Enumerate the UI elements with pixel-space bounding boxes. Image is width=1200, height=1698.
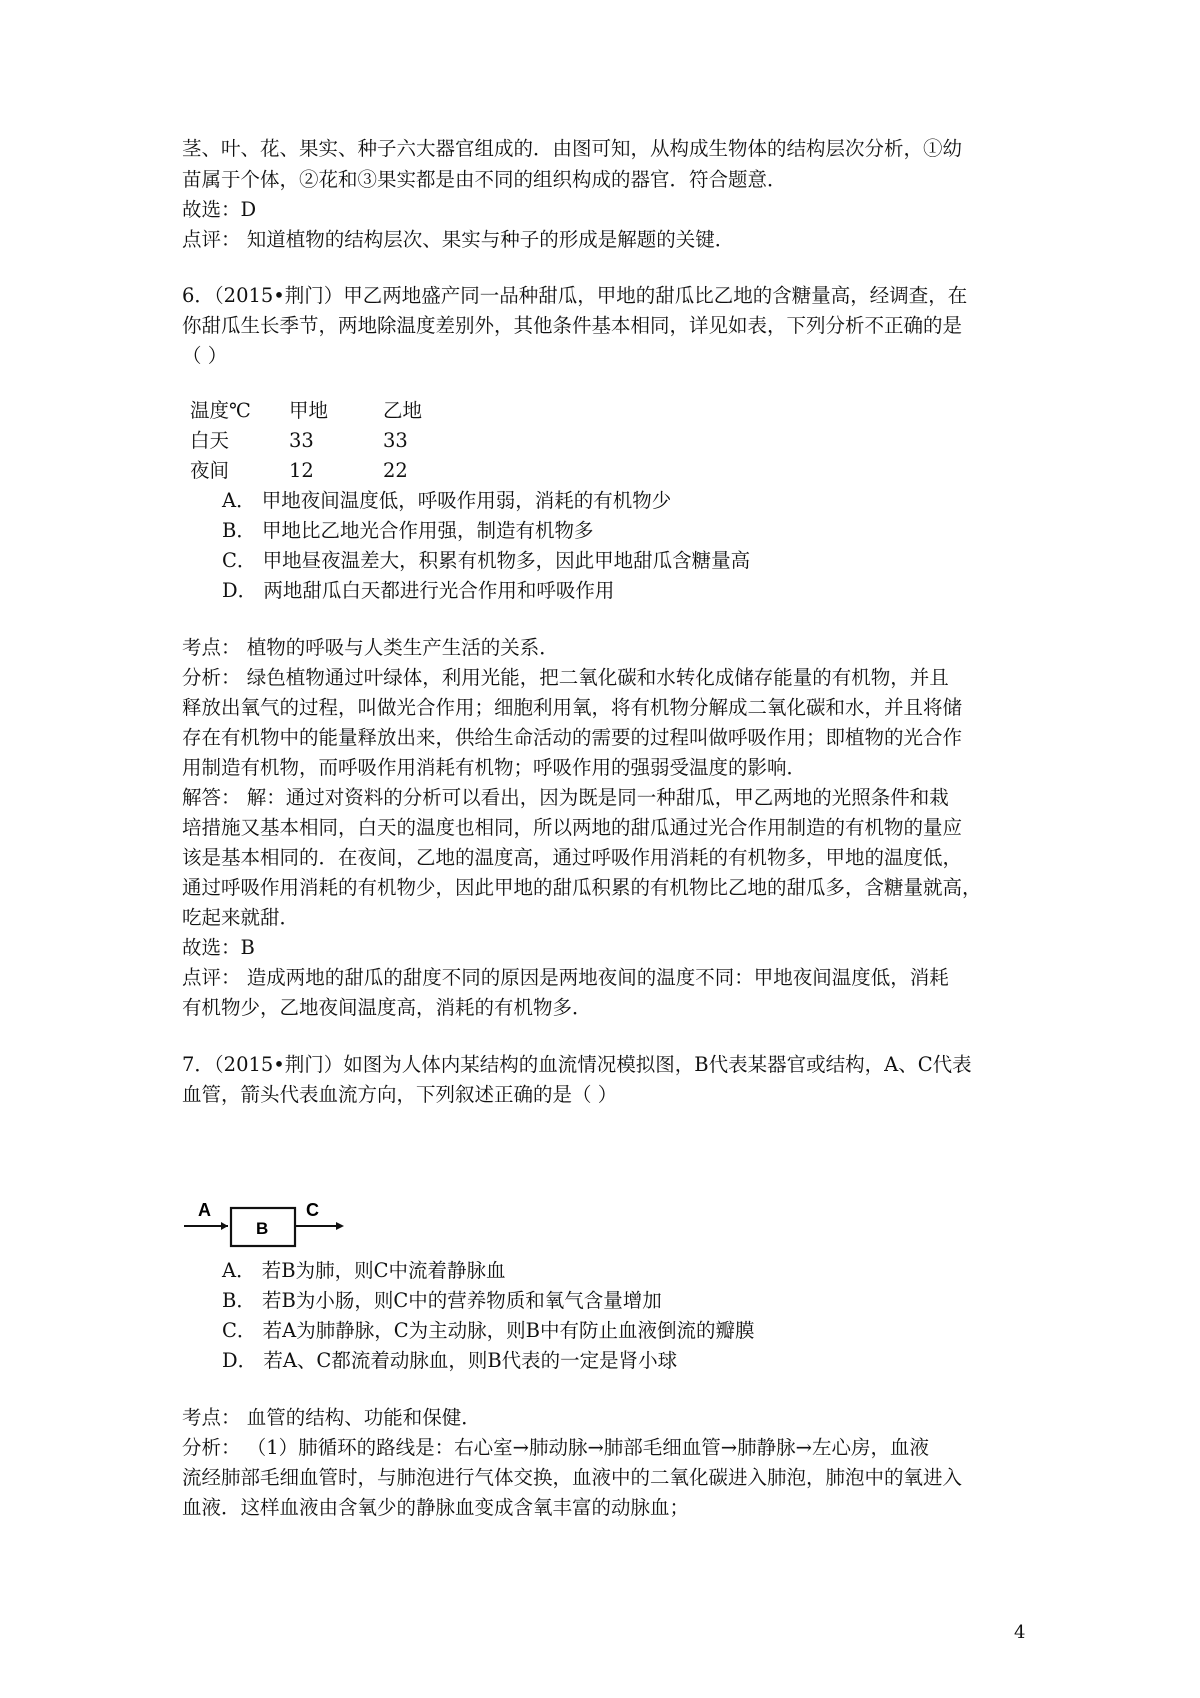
option-d: D． 若A、C都流着动脉血，则B代表的一定是肾小球: [222, 1349, 678, 1372]
option-b: B． 甲地比乙地光合作用强，制造有机物多: [222, 519, 594, 542]
table-header-cell: 温度℃: [190, 399, 251, 422]
knowledge-point: 考点： 血管的结构、功能和保健．: [182, 1406, 481, 1429]
analysis-line: 分析： 绿色植物通过叶绿体，利用光能，把二氧化碳和水转化成储存能量的有机物，并且: [182, 666, 949, 689]
table-cell: 33: [289, 429, 314, 452]
solution-line: 培措施又基本相同，白天的温度也相同，所以两地的甜瓜通过光合作用制造的有机物的量应: [182, 816, 963, 839]
answer-blank: （ ）: [182, 344, 228, 367]
table-cell: 夜间: [190, 459, 230, 482]
knowledge-point: 考点： 植物的呼吸与人类生产生活的关系．: [182, 636, 559, 659]
solution-line: 吃起来就甜．: [182, 906, 300, 929]
answer-line: 故选：D: [182, 198, 257, 221]
analysis-line: 存在有机物中的能量释放出来，供给生命活动的需要的过程叫做呼吸作用；即植物的光合作: [182, 726, 963, 749]
solution-line: 解答： 解：通过对资料的分析可以看出，因为既是同一种甜瓜，甲乙两地的光照条件和栽: [182, 786, 949, 809]
option-d: D． 两地甜瓜白天都进行光合作用和呼吸作用: [222, 579, 615, 602]
solution-line: 该是基本相同的．在夜间，乙地的温度高，通过呼吸作用消耗的有机物多，甲地的温度低，: [182, 846, 963, 869]
answer-line: 故选：B: [182, 936, 255, 959]
option-a: A． 甲地夜间温度低，呼吸作用弱，消耗的有机物少: [222, 489, 672, 512]
option-c: C． 甲地昼夜温差大，积累有机物多，因此甲地甜瓜含糖量高: [222, 549, 751, 572]
option-a: A． 若B为肺，则C中流着静脉血: [222, 1259, 506, 1282]
arrow-c-head: [336, 1222, 344, 1230]
question-stem: 7．（2015•荆门）如图为人体内某结构的血流情况模拟图，B代表某器官或结构，A、C代表: [182, 1053, 972, 1076]
table-cell: 12: [289, 459, 314, 482]
table-cell: 22: [383, 459, 408, 482]
analysis-line: 血液．这样血液由含氧少的静脉血变成含氧丰富的动脉血；: [182, 1496, 690, 1519]
label-c: C: [306, 1200, 319, 1220]
page-number: 4: [1014, 1622, 1026, 1643]
comment-line: 点评： 造成两地的甜瓜的甜度不同的原因是两地夜间的温度不同：甲地夜间温度低，消耗: [182, 966, 949, 989]
question-stem: 你甜瓜生长季节，两地除温度差别外，其他条件基本相同，详见如表，下列分析不正确的是: [182, 314, 963, 337]
analysis-line: 用制造有机物，而呼吸作用消耗有机物；呼吸作用的强弱受温度的影响．: [182, 756, 807, 779]
comment-line: 点评： 知道植物的结构层次、果实与种子的形成是解题的关键．: [182, 228, 735, 251]
label-b: B: [256, 1219, 269, 1238]
question-stem: 血管，箭头代表血流方向，下列叙述正确的是（ ）: [182, 1083, 618, 1106]
blood-flow-diagram: [184, 1196, 384, 1260]
arrow-a-head: [221, 1222, 228, 1230]
table-cell: 白天: [190, 429, 230, 452]
analysis-line: 流经肺部毛细血管时，与肺泡进行气体交换，血液中的二氧化碳进入肺泡，肺泡中的氧进入: [182, 1466, 963, 1489]
option-c: C． 若A为肺静脉，C为主动脉，则B中有防止血液倒流的瓣膜: [222, 1319, 755, 1342]
solution-line: 通过呼吸作用消耗的有机物少，因此甲地的甜瓜积累的有机物比乙地的甜瓜多，含糖量就高，: [182, 876, 982, 899]
table-header-cell: 甲地: [289, 399, 329, 422]
option-b: B． 若B为小肠，则C中的营养物质和氧气含量增加: [222, 1289, 662, 1312]
text-line: 苗属于个体，②花和③果实都是由不同的组织构成的器官．符合题意．: [182, 168, 787, 191]
comment-line: 有机物少，乙地夜间温度高，消耗的有机物多．: [182, 996, 592, 1019]
analysis-line: 释放出氧气的过程，叫做光合作用；细胞利用氧，将有机物分解成二氧化碳和水，并且将储: [182, 696, 963, 719]
text-line: 茎、叶、花、果实、种子六大器官组成的．由图可知，从构成生物体的结构层次分析，①幼: [182, 137, 963, 160]
table-header-cell: 乙地: [383, 399, 423, 422]
analysis-line: 分析： （1）肺循环的路线是：右心室→肺动脉→肺部毛细血管→肺静脉→左心房，血液: [182, 1436, 929, 1459]
table-cell: 33: [383, 429, 408, 452]
question-stem: 6．（2015•荆门）甲乙两地盛产同一品种甜瓜，甲地的甜瓜比乙地的含糖量高，经调查，在: [182, 284, 968, 307]
label-a: A: [198, 1200, 211, 1220]
